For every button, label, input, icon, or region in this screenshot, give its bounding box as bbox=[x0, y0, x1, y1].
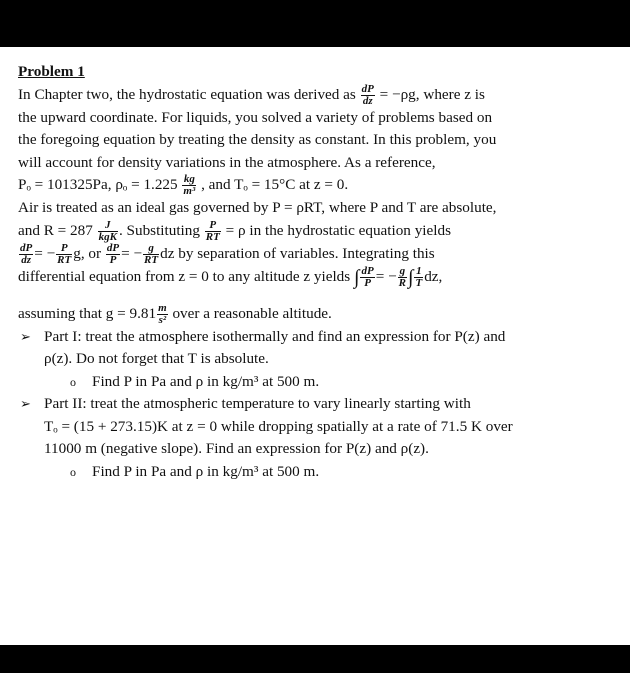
fraction-dPdz: $\frac{dP}{dz}$ bbox=[361, 82, 374, 107]
fraction-dPP-2: $\frac{dP}{P}$ bbox=[361, 264, 374, 289]
part-1-sub-text: Find P in Pa and ρ in kg/m³ at 500 m. bbox=[92, 372, 320, 390]
part-1-bullet bbox=[18, 326, 618, 349]
fraction-JkgK: $\frac{J}{\text{kgK}}$ bbox=[98, 218, 117, 243]
fraction-gRT: $\frac{g}{RT}$ bbox=[144, 241, 159, 266]
text-line-10 bbox=[18, 303, 618, 326]
part-2-continued bbox=[18, 416, 618, 439]
text-segment: and R = 287 bbox=[18, 221, 93, 239]
part-2-continued-2 bbox=[18, 438, 618, 461]
integral-sign: ∫ bbox=[353, 265, 360, 288]
fraction-kgm3: $\frac{kg}{\text{m³}}$ bbox=[183, 173, 196, 198]
part-2-bullet bbox=[18, 393, 618, 416]
text-segment: g, or bbox=[73, 244, 102, 262]
part-2-subitem bbox=[18, 461, 618, 484]
text-line-2: the upward coordinate. For liquids, you solved a variety of problems based on bbox=[18, 108, 493, 126]
part-2-text-2: Tₒ = (15 + 273.15)K at z = 0 while dropping spatially at a rate of 71.5 K over bbox=[44, 417, 513, 435]
text-line-1 bbox=[18, 84, 618, 107]
part-2-text-3: 11000 m (negative slope). Find an expression for P(z) and ρ(z). bbox=[44, 440, 429, 458]
text-line-8 bbox=[18, 243, 618, 266]
text-segment: = − bbox=[121, 244, 143, 262]
fraction-PRT-2: $\frac{P}{RT}$ bbox=[57, 241, 72, 266]
text-segment: Pₒ = 101325Pa, ρₒ = 1.225 bbox=[18, 176, 178, 194]
text-line-7 bbox=[18, 220, 618, 243]
text-segment: dz, bbox=[424, 267, 443, 285]
text-segment: assuming that g = 9.81 bbox=[18, 304, 157, 322]
integral-sign-2: ∫ bbox=[407, 265, 414, 288]
text-segment: = − bbox=[34, 244, 56, 262]
text-segment: = ρ in the hydrostatic equation yields bbox=[225, 221, 451, 239]
part-1-text-2: ρ(z). Do not forget that T is absolute. bbox=[44, 350, 269, 368]
part-2-text: Part II: treat the atmospheric temperature to vary linearly starting with bbox=[44, 395, 471, 413]
arrow-bullet-icon: ➢ bbox=[20, 396, 31, 412]
circle-bullet-icon: o bbox=[70, 374, 76, 389]
text-segment: , and Tₒ = 15°C at z = 0. bbox=[201, 176, 349, 194]
text-segment: . Substituting bbox=[118, 221, 200, 239]
fraction-dPdz-2: $\frac{dP}{dz}$ bbox=[20, 241, 33, 266]
text-segment: In Chapter two, the hydrostatic equation was derived as bbox=[18, 85, 356, 103]
problem-content bbox=[18, 61, 618, 483]
text-segment: differential equation from z = 0 to any altitude z yields bbox=[18, 267, 351, 285]
text-line-5 bbox=[18, 174, 618, 197]
part-1-subitem bbox=[18, 371, 618, 394]
text-line-9 bbox=[18, 266, 618, 289]
text-line-4: will account for density variations in the atmosphere. As a reference, bbox=[18, 153, 436, 171]
text-segment: = − bbox=[375, 267, 397, 285]
text-segment: over a reasonable altitude. bbox=[172, 304, 332, 322]
arrow-bullet-icon: ➢ bbox=[20, 328, 31, 344]
fraction-ms2: $\frac{m}{\text{s²}}$ bbox=[158, 301, 167, 326]
text-line-3: the foregoing equation by treating the density as constant. In this problem, you bbox=[18, 131, 497, 149]
text-segment: dz by separation of variables. Integrating this bbox=[160, 244, 435, 262]
document-page bbox=[0, 47, 630, 645]
part-2-sub-text: Find P in Pa and ρ in kg/m³ at 500 m. bbox=[92, 462, 320, 480]
part-1-continued bbox=[18, 348, 618, 371]
text-line-6: Air is treated as an ideal gas governed by P = ρRT, where P and T are absolute, bbox=[18, 199, 497, 217]
part-1-text: Part I: treat the atmosphere isothermally and find an expression for P(z) and bbox=[44, 327, 506, 345]
fraction-dPP: $\frac{dP}{P}$ bbox=[106, 241, 120, 266]
fraction-PRT: $\frac{P}{RT}$ bbox=[205, 218, 220, 243]
fraction-oneT: $\frac{1}{T}$ bbox=[415, 264, 423, 289]
text-segment: = −ρg, where z is bbox=[379, 85, 485, 103]
problem-title: Problem 1 bbox=[18, 63, 85, 80]
circle-bullet-icon: o bbox=[70, 464, 76, 479]
fraction-gR: $\frac{g}{R}$ bbox=[398, 264, 406, 289]
